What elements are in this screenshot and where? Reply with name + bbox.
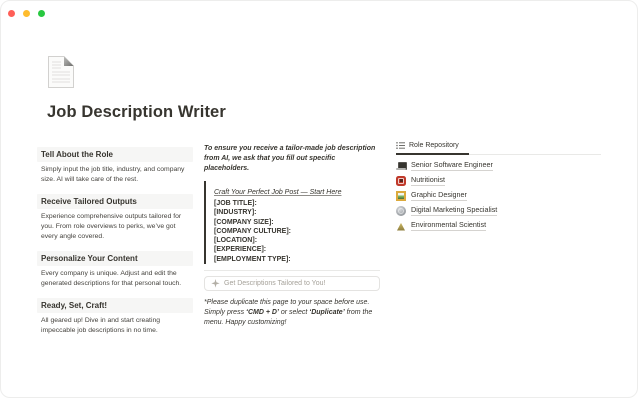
- tab-role-repository[interactable]: [396, 139, 601, 151]
- section-heading: Ready, Set, Craft!: [37, 298, 193, 313]
- ai-button-label: Get Descriptions Tailored to You!: [224, 280, 326, 288]
- minimize-button[interactable]: [23, 10, 30, 17]
- prompt-column: [204, 144, 380, 328]
- feature-section: [41, 194, 193, 242]
- role-link-nutritionist[interactable]: Nutritionist: [396, 173, 601, 188]
- feature-section: [41, 147, 193, 185]
- role-repository-panel: [396, 139, 601, 233]
- role-link-senior-software-engineer[interactable]: Senior Software Engineer: [396, 158, 601, 173]
- close-button[interactable]: [8, 10, 15, 17]
- instructions-text: To ensure you receive a tailor-made job description from AI, we ask that you fill out specific placeholders.: [204, 145, 376, 172]
- feature-column: [41, 147, 193, 345]
- placeholder-experience: [EXPERIENCE]:: [214, 246, 267, 254]
- role-list: [396, 158, 601, 233]
- section-body: Simply input the job title, industry, and company size. AI will take care of the rest.: [41, 166, 185, 183]
- feature-section: [41, 298, 193, 336]
- tab-underline: [396, 153, 601, 155]
- section-body: All geared up! Dive in and start creating impeccable job descriptions in no time.: [41, 317, 161, 334]
- tab-label: Role Repository: [409, 141, 459, 149]
- page-title: Job Description Writer: [47, 103, 226, 121]
- placeholder-employment-type: [EMPLOYMENT TYPE]:: [214, 255, 291, 263]
- section-heading: Personalize Your Content: [37, 251, 193, 266]
- apple-icon: [396, 176, 406, 186]
- placeholder-company-size: [COMPANY SIZE]:: [214, 218, 274, 226]
- placeholder-location: [LOCATION]:: [214, 237, 258, 245]
- placeholder-industry: [INDUSTRY]:: [214, 209, 257, 217]
- seedling-icon: [396, 223, 406, 231]
- globe-icon: [396, 206, 406, 216]
- role-link-graphic-designer[interactable]: Graphic Designer: [396, 188, 601, 203]
- window-controls: [8, 10, 45, 17]
- document-icon[interactable]: [47, 55, 75, 94]
- divider: [204, 270, 380, 271]
- placeholder-company-culture: [COMPANY CULTURE]:: [214, 227, 291, 235]
- placeholder-job-title: [JOB TITLE]:: [214, 200, 257, 207]
- section-heading: Tell About the Role: [37, 147, 193, 162]
- section-body: Experience comprehensive outputs tailored for you. From role overviews to perks, we’ve got every angle covered.: [41, 213, 182, 240]
- role-link-environmental-scientist[interactable]: Environmental Scientist: [396, 218, 601, 233]
- section-body: Every company is unique. Adjust and edit the generated descriptions for that personal touch.: [41, 270, 182, 287]
- prompt-start-link[interactable]: Craft Your Perfect Job Post — Start Here: [214, 189, 342, 196]
- duplicate-note: *Please duplicate this page to your space before use. Simply press ‘CMD + D’ or select ‘Duplicate’ from the menu. Happy customizing!: [204, 299, 373, 327]
- section-heading: Receive Tailored Outputs: [37, 194, 193, 209]
- list-icon: [396, 141, 405, 150]
- framed-picture-icon: [396, 191, 406, 201]
- zoom-button[interactable]: [38, 10, 45, 17]
- feature-section: [41, 251, 193, 289]
- sparkle-icon: [211, 279, 220, 288]
- ai-generate-button[interactable]: [204, 276, 380, 291]
- prompt-quote-block: [204, 181, 380, 264]
- role-link-digital-marketing-specialist[interactable]: Digital Marketing Specialist: [396, 203, 601, 218]
- laptop-icon: [396, 161, 406, 171]
